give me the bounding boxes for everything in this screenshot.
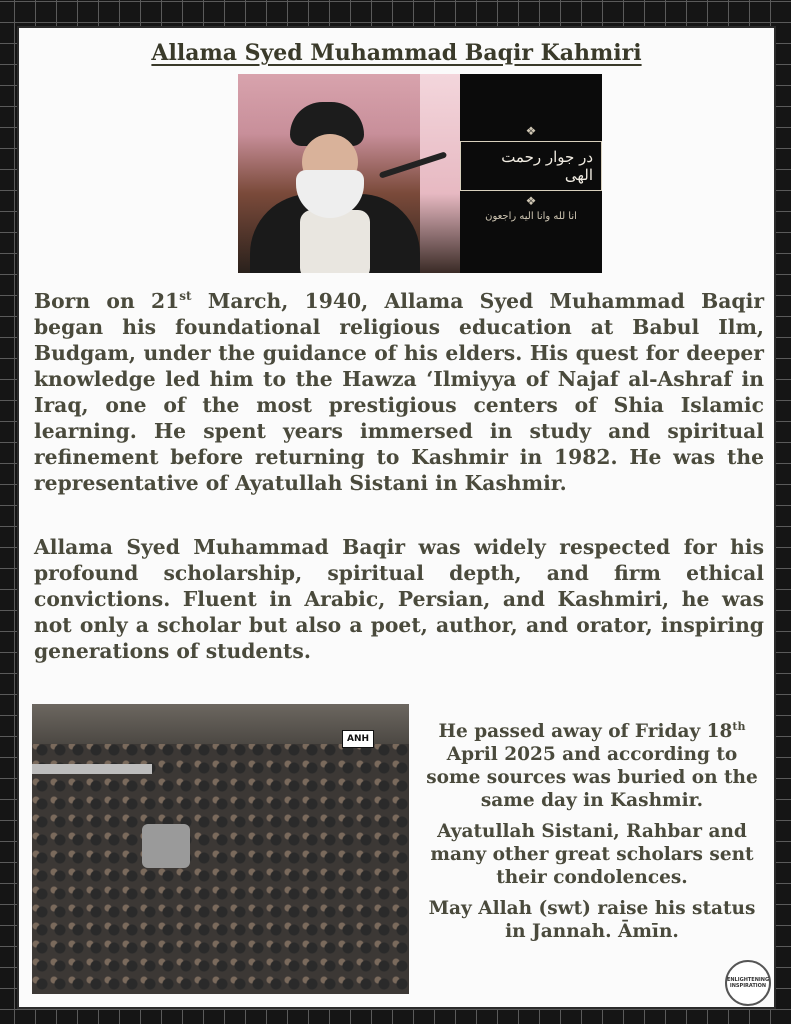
legacy-paragraph: Allama Syed Muhammad Baqir was widely respected for his profound scholarship, spiritual depth, and firm ethical convictions. Fluent in Arabic, Persian, and Kashmiri, he was not only a scholar but also a poet, author, and orator, inspiring generations of students.: [34, 535, 764, 663]
scholar-photo: [238, 74, 460, 273]
content-panel: [17, 26, 776, 1009]
news-agency-badge: ANH: [342, 730, 374, 748]
condolence-card: [460, 74, 602, 273]
card-title: در جوار رحمت الهی: [460, 141, 602, 191]
death-announcement: He passed away of Friday 18th April 2025 and according to some sources was buried on the same day in Kashmir.: [426, 719, 758, 811]
ornament-icon: ❖: [525, 194, 537, 208]
side-column: [417, 720, 767, 951]
ornament-icon: ❖: [525, 124, 537, 138]
condolences-text: Ayatullah Sistani, Rahbar and many other great scholars sent their condolences.: [430, 821, 754, 888]
page-title: Allama Syed Muhammad Baqir Kahmiri: [151, 40, 642, 66]
biography-paragraph: Born on 21st March, 1940, Allama Syed Muhammad Baqir began his foundational religious education at Babul Ilm, Budgam, under the guidance of his elders. His quest for deeper knowledge led him to the Hawza ‘Ilmiyya of Najaf al-Ashraf in Iraq, one of the most prestigious centers of Shia Islamic learning. He spent years immersed in study and spiritual refinement before returning to Kashmir in 1982. He was the representative of Ayatullah Sistani in Kashmir.: [34, 289, 765, 495]
hero-images: [238, 74, 602, 273]
coffin: [142, 824, 190, 868]
funeral-crowd-photo: [32, 704, 409, 994]
card-verse: انا لله وانا الیه راجعون: [485, 211, 577, 222]
publisher-seal: ENLIGHTENING INSPIRATION: [725, 960, 771, 1006]
prayer-text: May Allah (swt) raise his status in Jannah. Āmīn.: [428, 898, 756, 942]
